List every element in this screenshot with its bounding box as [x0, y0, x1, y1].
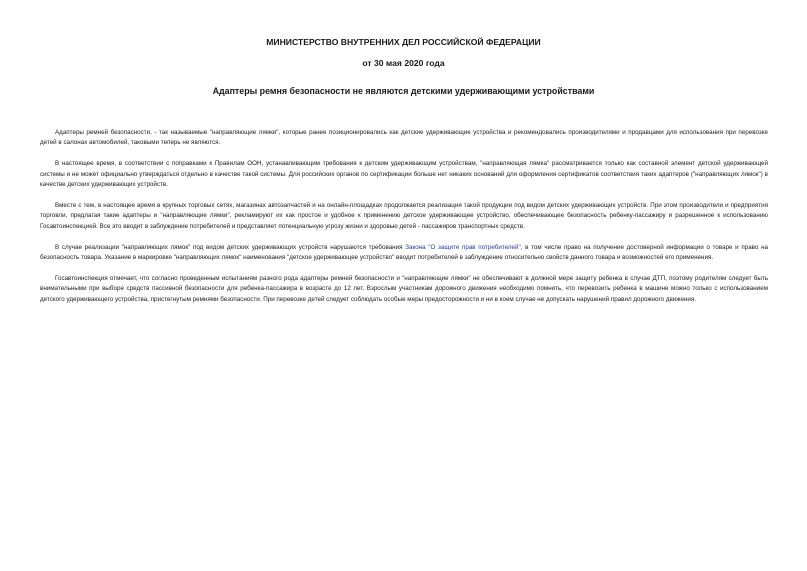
- paragraph-1: Адаптеры ремней безопасности, - так называемые "направляющие лямки", которые ранее позиционировались как детские удерживающие устройства и рекомендовались производителями и продавцами для использования при перевозке детей в салонах автомобилей, таковыми теперь не являются.: [40, 129, 768, 147]
- paragraph-3: Вместе с тем, в настоящее время в крупных торговых сетях, магазинах автозапчастей и на онлайн-площадках продолжается реализация такой продукции под видом детских удерживающих устройств. При этом производители и предприятия торговли, предлагая такие адаптеры и "направляющие лямки", рекламируют их как простое и удобное к применению детское удерживающее устройство, обеспечивающее безопасность ребенку-пассажиру и разрешенное к использованию Госавтоинспекцией. Все это вводит в заблуждение потребителей и представляет потенциальную угрозу жизни и здоровью детей - пассажиров транспортных средств.: [40, 202, 768, 230]
- document-body: [40, 128, 768, 316]
- consumer-rights-law-link[interactable]: Закона "О защите прав потребителей": [405, 243, 521, 251]
- document-date: от 30 мая 2020 года: [362, 58, 445, 68]
- paragraph-4-text-before: В случае реализации "направляющих лямок" под видом детских удерживающих устройств нарушаются требования: [55, 243, 406, 251]
- document-title: Адаптеры ремня безопасности не являются детскими удерживающими устройствами: [212, 86, 595, 96]
- paragraph-4: [40, 243, 768, 264]
- paragraph-5: Госавтоинспекция отмечает, что согласно проведенным испытаниям разного рода адаптеры ремней безопасности и "направляющие лямки" не обеспечивают в должной мере защиту ребенка в случае ДТП, поэтому родителям следует быть внимательными при выборе средств пассивной безопасности для ребенка-пассажира в возрасте до 12 лет. Взрослым участникам дорожного движения необходимо помнить, что перевозить ребенка в машине можно только с использованием детского удерживающего устройства, пристегнутым ремнями безопасности. При перевозке детей следует соблюдать особые меры предосторожности и ни в коем случае не допускать нарушений правил дорожного движения.: [40, 275, 768, 303]
- paragraph-4-text-after: , в том числе право на получение достоверной информации о товаре и право на безопасность товара. Указание в маркировке "направляющих лямок" наименования "детское удерживающее устройство" вводит потребителей в заблуждение относительно свойств данного товара и возможностей его применения.: [40, 243, 768, 262]
- ministry-heading: МИНИСТЕРСТВО ВНУТРЕННИХ ДЕЛ РОССИЙСКОЙ ФЕДЕРАЦИИ: [266, 37, 541, 47]
- paragraph-2: В настоящее время, в соответствии с поправками к Правилам ООН, устанавливающим требования к детским удерживающим устройствам, "направляющая лямка" рассматривается только как составной элемент детской удерживающей системы и не может официально утверждаться отдельно в качестве такой системы. Для российских органов по сертификации больше нет никаких оснований для оформления сертификатов соответствия таких адаптеров ("направляющих лямок") в качестве детских удерживающих устройств.: [40, 160, 768, 189]
